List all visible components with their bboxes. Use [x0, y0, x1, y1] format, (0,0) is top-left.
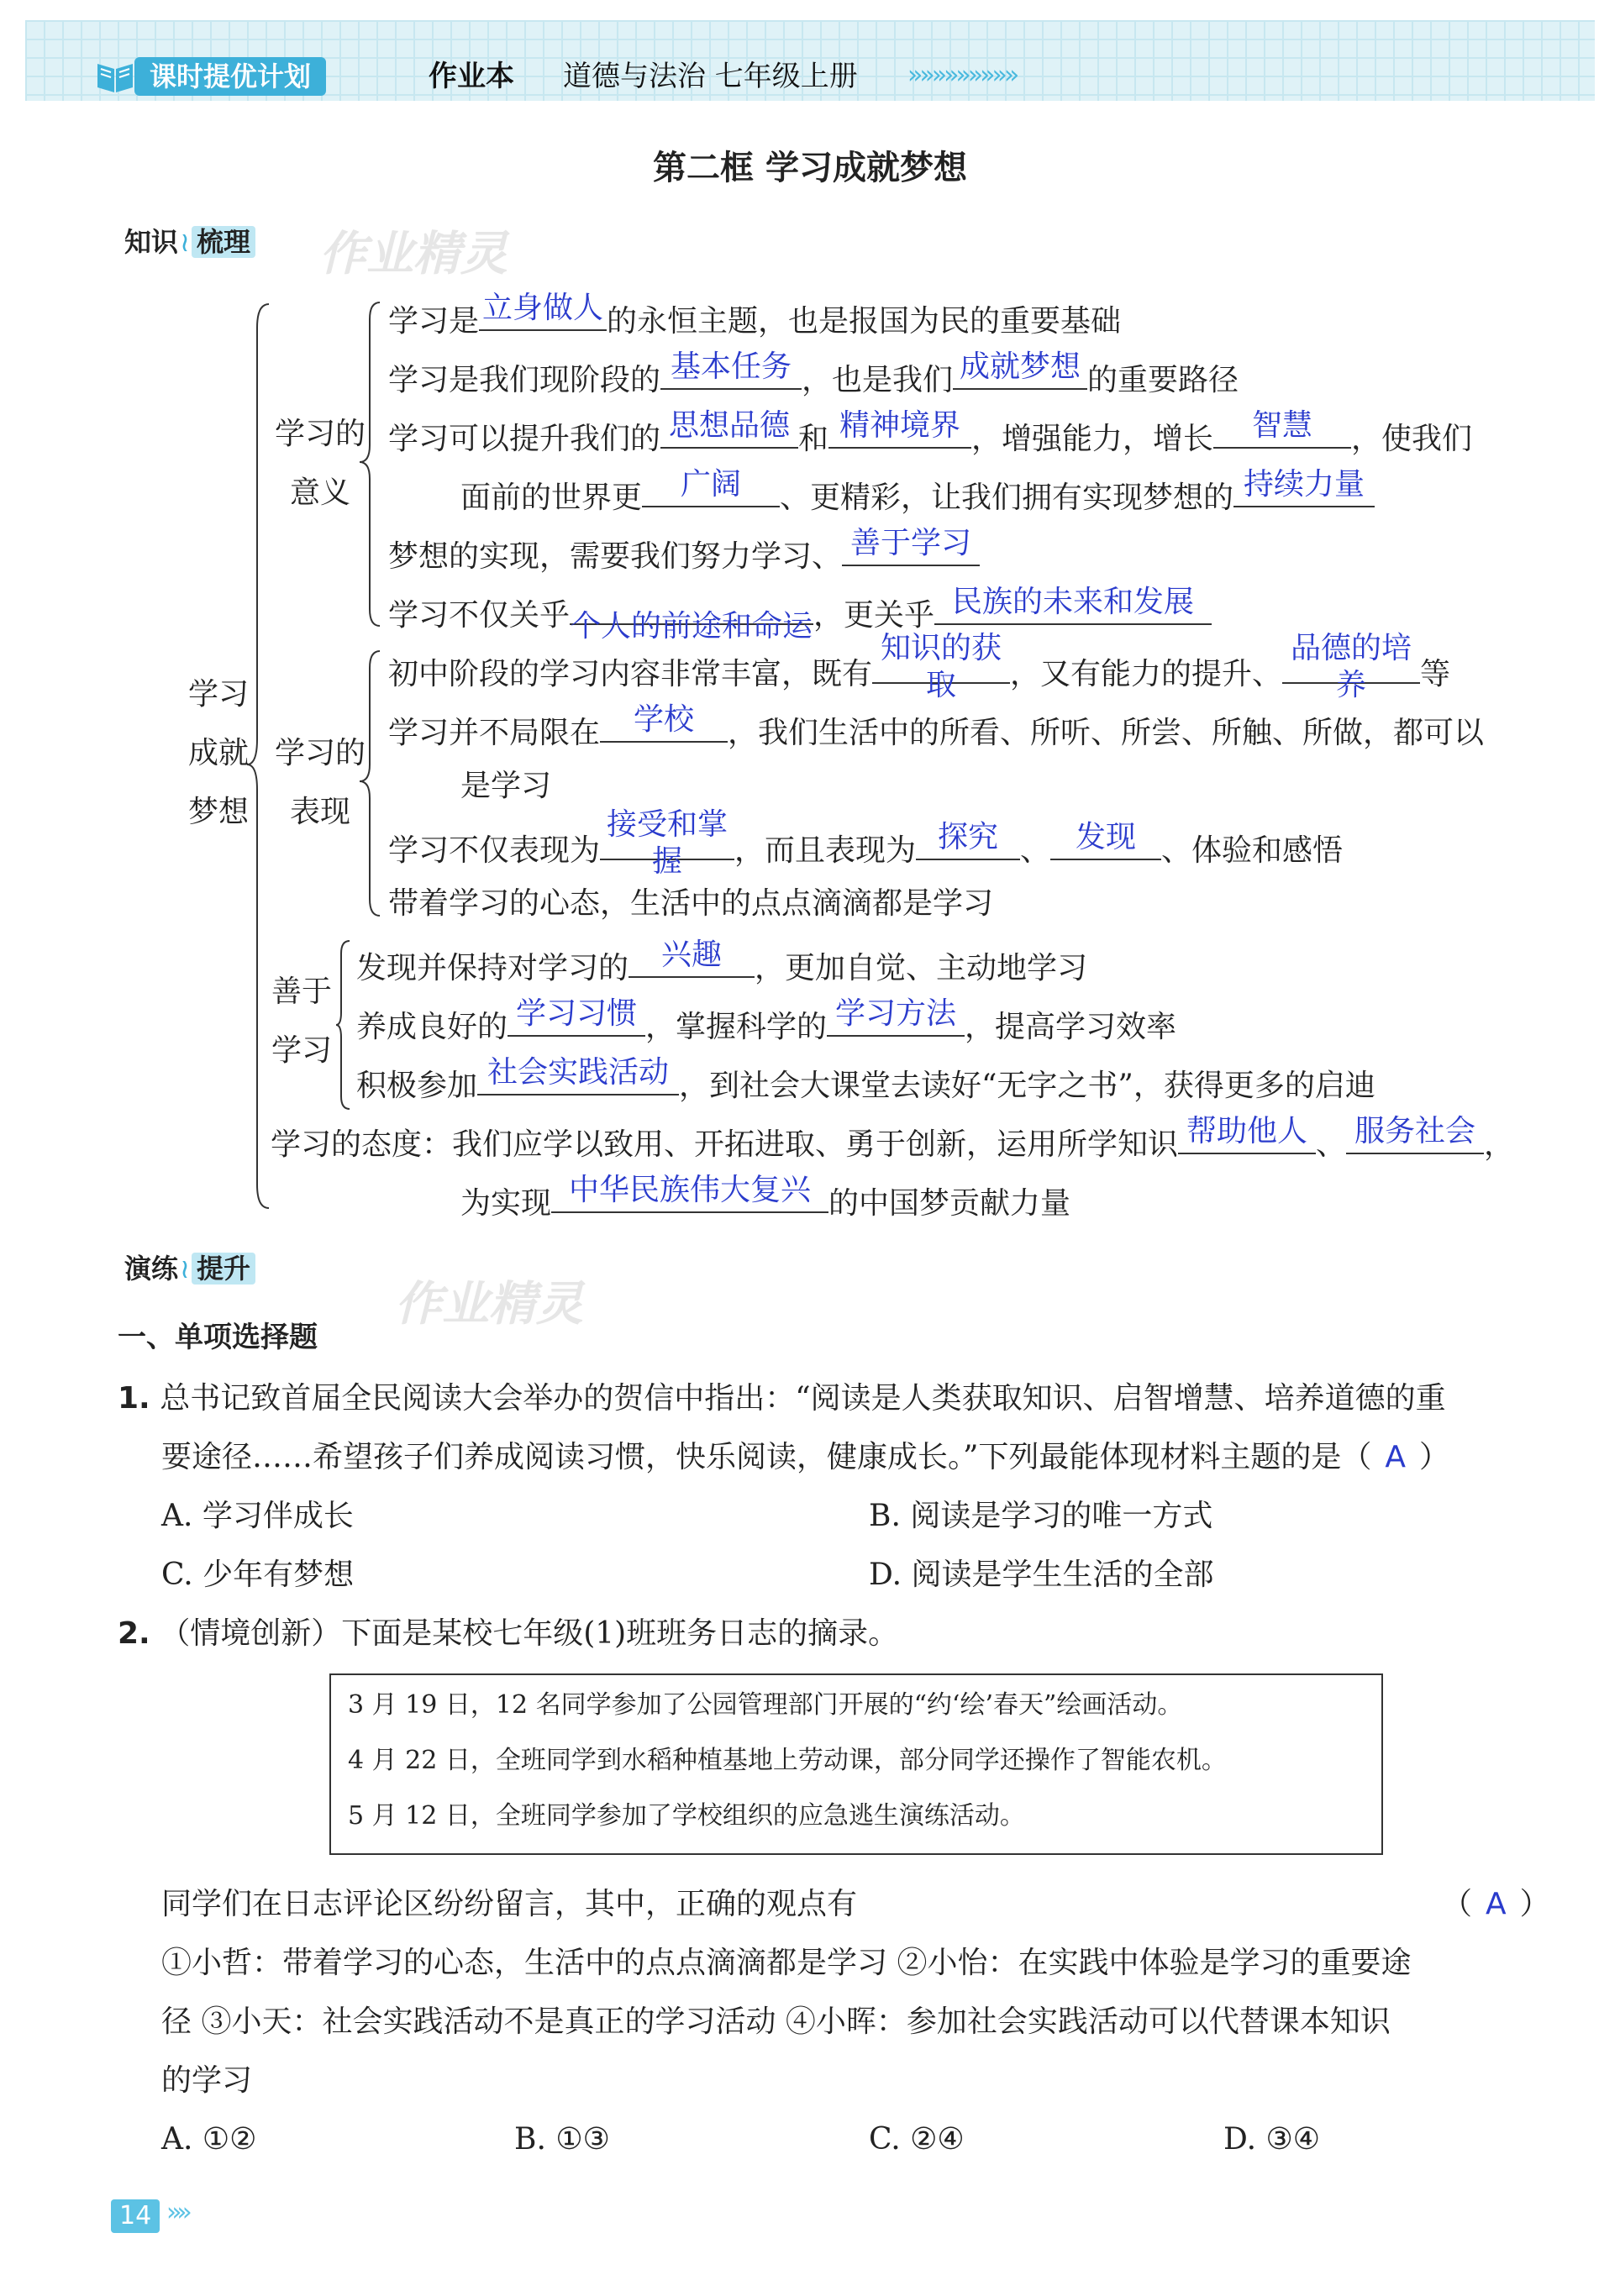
answer-text: 接受和掌握	[607, 807, 728, 879]
answer-blank	[1233, 467, 1375, 507]
q2-number: 2.	[118, 1616, 150, 1651]
q1-option-b: B. 阅读是学习的唯一方式	[869, 1499, 1213, 1533]
text-segment: ，又有能力的提升、	[1010, 657, 1283, 691]
q2-option-c: C. ②④	[869, 2122, 965, 2157]
answer-blank	[1213, 408, 1351, 449]
answer-blank	[479, 291, 607, 331]
answer-blank	[477, 1055, 679, 1095]
book-type: 作业本	[429, 60, 514, 93]
text-segment: 、	[1020, 833, 1051, 868]
text-segment: 、	[1316, 1127, 1347, 1162]
book-icon	[94, 55, 136, 96]
answer-text: 品德的培养	[1291, 631, 1412, 702]
answer-blank	[827, 996, 965, 1037]
q2-statement-1: ①小哲：带着学习的心态，生活中的点点滴滴都是学习 ②小怡：在实践中体验是学习的重要途	[161, 1946, 1412, 1980]
answer-text: 帮助他人	[1186, 1114, 1308, 1148]
log-entry: 4 月 22 日，全班同学到水稻种植基地上劳动课，部分同学还操作了智能农机。	[348, 1746, 1227, 1775]
text-segment: 、体验和感悟	[1161, 833, 1344, 868]
answer-blank	[660, 408, 798, 449]
answer-text: 民族的未来和发展	[952, 585, 1195, 619]
text-segment: ，我们生活中的所看、所听、所尝、所触、所做，都可以	[728, 716, 1485, 750]
text-segment: 养成良好的	[356, 1010, 508, 1044]
answer-text: 基本任务	[671, 349, 792, 384]
text-segment: 要途径……希望孩子们养成阅读习惯，快乐阅读，健康成长。”下列最能体现材料主题的是（	[161, 1440, 1372, 1474]
tree-line-7	[388, 631, 1451, 702]
text-segment: ）	[1419, 1440, 1450, 1474]
answer-text: 探究	[938, 820, 999, 854]
answer-blank	[508, 996, 645, 1037]
q1-answer: A	[1385, 1440, 1407, 1474]
text-segment: ，更关乎	[813, 598, 935, 633]
text-segment: ，掌握科学的	[645, 1010, 828, 1044]
branch-expression-2: 表现	[289, 795, 350, 829]
wave-icon: ≀	[180, 1253, 191, 1285]
answer-blank	[600, 807, 734, 879]
branch-good-at-1: 善于	[271, 975, 332, 1009]
answer-text: 社会实践活动	[487, 1055, 670, 1090]
q2-option-d: D. ③④	[1223, 2122, 1321, 2157]
text-segment: 学习是	[388, 304, 480, 339]
answer-text: 广阔	[681, 467, 742, 502]
watermark: 作业精灵	[319, 227, 508, 281]
tree-root	[176, 665, 260, 842]
q2-option-b: B. ①③	[514, 2122, 610, 2157]
class-log-box	[329, 1673, 1383, 1855]
answer-text: 学校	[634, 702, 695, 737]
answer-blank	[916, 820, 1020, 860]
branch-meaning-1: 学习的	[274, 417, 366, 451]
text-segment: ，使我们	[1351, 422, 1473, 456]
answer-text: 智慧	[1252, 408, 1313, 443]
text-segment: 、更精彩，让我们拥有实现梦想的	[780, 481, 1234, 515]
log-entry: 3 月 19 日，12 名同学参加了公园管理部门开展的“约‘绘’春天”绘画活动。	[348, 1690, 1183, 1720]
tree-line-15	[460, 1173, 1071, 1224]
text-segment: （	[1442, 1887, 1473, 1921]
answer-blank	[642, 467, 780, 507]
page-number: 14	[111, 2199, 160, 2233]
answer-blank	[828, 408, 971, 449]
q1-line2	[161, 1428, 1449, 1487]
text-segment: ，更加自觉、主动地学习	[755, 951, 1088, 985]
tree-line-12	[356, 996, 1177, 1048]
text-segment: 学习不仅关乎	[388, 598, 571, 633]
q1-number: 1.	[118, 1381, 150, 1416]
text-segment: 为实现	[460, 1186, 552, 1221]
answer-blank: 立身做人	[482, 291, 604, 325]
tree-line-4	[460, 467, 1375, 518]
text-segment: 学习是我们现阶段的	[388, 363, 661, 397]
header-arrows: »»»»»»»»»	[907, 60, 1017, 90]
text-segment: ，	[1484, 1127, 1515, 1162]
section-practice	[124, 1250, 255, 1287]
q2-statement-3: 的学习	[161, 2063, 253, 2098]
text-segment: 发现并保持对学习的	[356, 951, 629, 985]
text-segment: ，而且表现为	[734, 833, 917, 868]
q2-answer-slot	[1442, 1875, 1550, 1934]
answer-text: 成就梦想	[960, 349, 1081, 384]
text-segment: ，到社会大课堂去读好“无字之书”，获得更多的启迪	[679, 1069, 1375, 1103]
series-brand: 课时提优计划	[134, 57, 326, 96]
text-segment: ）	[1519, 1887, 1550, 1921]
section-knowledge	[124, 223, 255, 260]
tree-line-11	[356, 938, 1088, 989]
answer-text: 兴趣	[661, 938, 723, 972]
answer-blank	[629, 938, 755, 978]
answer-text: 发现	[1076, 820, 1137, 854]
answer-blank	[660, 349, 802, 390]
answer-text: 服务社会	[1354, 1114, 1476, 1148]
tree-line-13	[356, 1055, 1375, 1106]
tree-line-6	[388, 585, 1212, 644]
log-entry: 5 月 12 日，全班同学参加了学校组织的应急逃生演练活动。	[348, 1801, 1025, 1831]
branch-meaning-2: 意义	[289, 475, 350, 510]
tree-line-3	[388, 408, 1473, 460]
q1-option-d: D. 阅读是学生生活的全部	[869, 1558, 1214, 1592]
answer-blank	[1282, 631, 1420, 702]
text-segment: 的永恒主题，也是报国为民的重要基础	[607, 304, 1122, 339]
page-arrows: »»	[166, 2198, 187, 2227]
text-segment: 面前的世界更	[460, 481, 643, 515]
tree-line-14	[271, 1114, 1515, 1165]
tree-root-3: 梦想	[187, 795, 249, 829]
answer-blank	[842, 526, 980, 566]
text-segment: 总书记致首届全民阅读大会举办的贺信中指出：“阅读是人类获取知识、启智增慧、培养道德的重	[160, 1381, 1446, 1416]
answer-text: 学习习惯	[516, 996, 638, 1031]
tree-line-2	[388, 349, 1239, 401]
answer-text: 善于学习	[850, 526, 972, 560]
q2-prompt: 同学们在日志评论区纷纷留言，其中，正确的观点有	[161, 1887, 858, 1921]
text-segment: ，也是我们	[802, 363, 954, 397]
text-segment: 等	[1420, 657, 1451, 691]
text-segment: 学习的态度：我们应学以致用、开拓进取、勇于创新，运用所学知识	[271, 1127, 1179, 1162]
answer-text: 中华民族伟大复兴	[569, 1173, 812, 1207]
text-segment: 的重要路径	[1087, 363, 1239, 397]
answer-text: 知识的获取	[881, 631, 1002, 702]
text-segment: 初中阶段的学习内容非常丰富，既有	[388, 657, 873, 691]
subject-grade: 道德与法治 七年级上册	[563, 60, 858, 93]
answer-blank	[570, 590, 813, 644]
tree-line-9	[388, 807, 1344, 879]
answer-text: 个人的前途和命运	[571, 609, 813, 644]
branch-expression-1: 学习的	[274, 736, 366, 770]
text-segment: ，提高学习效率	[965, 1010, 1177, 1044]
q2-stem	[118, 1605, 898, 1663]
branch-meaning	[266, 405, 375, 523]
answer-text: 持续力量	[1244, 467, 1365, 502]
text-segment: 学习并不局限在	[388, 716, 601, 750]
answer-blank	[953, 349, 1087, 390]
section-practice-b: 提升	[192, 1253, 255, 1285]
answer-text: 精神境界	[839, 408, 961, 443]
text-segment: 梦想的实现，需要我们努力学习、	[388, 539, 843, 574]
answer-blank	[1178, 1114, 1316, 1154]
q1-option-c: C. 少年有梦想	[161, 1558, 355, 1592]
answer-blank	[1050, 820, 1161, 860]
tree-root-1: 学习	[187, 677, 249, 712]
branch-expression	[266, 724, 375, 842]
text-segment: 学习不仅表现为	[388, 833, 601, 868]
answer-blank	[1346, 1114, 1484, 1154]
q2-statement-2: 径 ③小天：社会实践活动不是真正的学习活动 ④小晖：参加社会实践活动可以代替课本知识	[161, 2004, 1391, 2039]
q1-line1	[118, 1369, 1446, 1428]
watermark: 作业精灵	[395, 1277, 583, 1332]
answer-text: 学习方法	[835, 996, 957, 1031]
text-segment: 的中国梦贡献力量	[828, 1186, 1071, 1221]
text-segment: 学习可以提升我们的	[388, 422, 661, 456]
answer-blank	[600, 702, 728, 743]
branch-good-at-2: 学习	[271, 1033, 332, 1068]
section-practice-a: 演练	[124, 1253, 179, 1285]
q2-answer: A	[1486, 1887, 1507, 1921]
tree-root-2: 成就	[187, 736, 249, 770]
answer-blank	[872, 631, 1010, 702]
answer-text: 思想品德	[669, 408, 791, 443]
part1-title: 一、单项选择题	[118, 1321, 318, 1354]
text-segment: ，增强能力，增长	[971, 422, 1214, 456]
page-title: 第二框 学习成就梦想	[653, 149, 967, 187]
wave-icon: ≀	[180, 226, 191, 258]
q1-option-a: A. 学习伴成长	[161, 1499, 354, 1533]
section-knowledge-b: 梳理	[192, 226, 255, 258]
branch-good-at	[264, 963, 339, 1080]
text-segment: 和	[798, 422, 829, 456]
tree-line-8b: 是学习	[460, 769, 552, 803]
tree-line-8	[388, 702, 1485, 754]
text-segment: 积极参加	[356, 1069, 478, 1103]
q2-option-a: A. ①②	[161, 2122, 257, 2157]
tree-line-10: 带着学习的心态，生活中的点点滴滴都是学习	[388, 886, 994, 921]
tree-line-1	[388, 291, 1122, 342]
text-segment: （情境创新）下面是某校七年级(1)班班务日志的摘录。	[160, 1616, 899, 1651]
answer-blank	[551, 1173, 828, 1213]
tree-line-5	[388, 526, 980, 577]
answer-blank	[934, 585, 1212, 625]
section-knowledge-a: 知识	[124, 226, 179, 258]
